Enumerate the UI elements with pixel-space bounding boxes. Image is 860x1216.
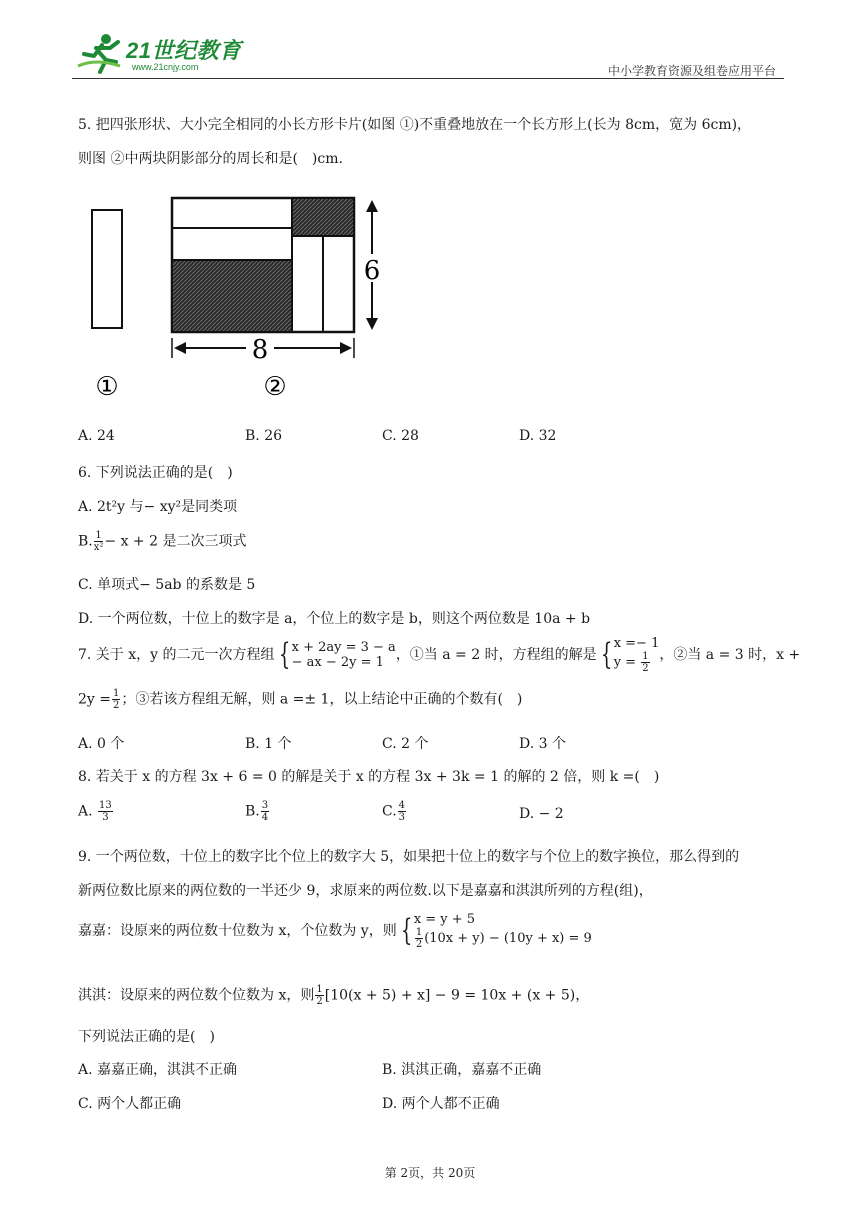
q7-option-b: B. 1 个 <box>245 736 292 752</box>
q9-option-c: C. 两个人都正确 <box>78 1096 182 1112</box>
q7-line1: 7. 关于 x，y 的二元一次方程组 { x + 2ay = 3 − a − ax − 2y = 1 ，①当 a = 2 时，方程组的解是 { x =− 1 y = $\frac{1}{2}$ ，②当 a = 3 时，x + <box>78 636 801 674</box>
site-logo <box>76 32 246 76</box>
q9-jiajia-equation: 嘉嘉：设原来的两位数十位数为 x，个位数为 y，则 { x = y + 5 $\frac{1}{2}$ (10x + y) − (10y + x) = 9 <box>78 912 592 950</box>
q9-qiqi-equation: 淇淇：设原来的两位数个位数为 x，则 $\frac{1}{2}$ [10(x + 5) + x] − 9 = 10x + (x + 5)， <box>78 984 590 1007</box>
q6-option-a: A. 2t²y 与− xy²是同类项 <box>78 499 238 515</box>
q8-option-b: B. $\frac{3}{4}$ <box>245 800 269 823</box>
fig1-rectangle <box>92 210 122 328</box>
page-number: 第 2页，共 20页 <box>384 1166 476 1180</box>
q5-option-b: B. 26 <box>245 428 283 444</box>
platform-name: 中小学教育资源及组卷应用平台 <box>607 64 776 78</box>
q7-line2: 2y = $\frac{1}{2}$ ；③若该方程组无解，则 a =± 1，以上结论中正确的个数有( ) <box>78 688 523 711</box>
q8-option-c: C. $\frac{4}{3}$ <box>382 800 406 823</box>
q6-stem: 6. 下列说法正确的是( ) <box>78 465 233 481</box>
q9-line2: 新两位数比原来的两位数的一半还少 9，求原来的两位数.以下是嘉嘉和淇淇所列的方程(组)， <box>78 883 653 899</box>
page-header <box>72 28 784 79</box>
q5-line2: 则图 ②中两块阴影部分的周长和是( )cm. <box>78 151 343 167</box>
q6-option-d: D. 一个两位数，十位上的数字是 a，个位上的数字是 b，则这个两位数是 10a + b <box>78 611 591 627</box>
shaded-region-top-right <box>292 198 354 236</box>
q7-option-a: A. 0 个 <box>78 736 125 752</box>
runner-icon <box>76 32 124 76</box>
height-label: 6 <box>363 256 381 286</box>
shaded-region-bottom-left <box>172 260 292 332</box>
q7-option-d: D. 3 个 <box>519 736 566 752</box>
q5-line1: 5. 把四张形状、大小完全相同的小长方形卡片(如图 ①)不重叠地放在一个长方形上(长为 8cm，宽为 6cm)， <box>78 117 752 133</box>
q5-option-d: D. 32 <box>519 428 557 444</box>
logo-url: www.21cnjy.com <box>132 62 199 72</box>
q9-option-b: B. 淇淇正确，嘉嘉不正确 <box>382 1062 542 1078</box>
q6-option-b: B. $\frac{1}{\text{x²}}$ − x + 2 是二次三项式 <box>78 530 247 553</box>
width-label: 8 <box>251 335 269 365</box>
fig2-label: ② <box>263 372 287 402</box>
q5-option-a: A. 24 <box>78 428 115 444</box>
fig1-label: ① <box>95 372 119 402</box>
q8-option-a: A. $\frac{13}{3}$ <box>78 800 112 823</box>
q5-figure <box>80 190 410 410</box>
q9-option-d: D. 两个人都不正确 <box>382 1096 500 1112</box>
logo-text: 21世纪教育 <box>126 38 242 63</box>
q9-option-a: A. 嘉嘉正确，淇淇不正确 <box>78 1062 238 1078</box>
q9-stem: 下列说法正确的是( ) <box>78 1029 215 1045</box>
q5-option-c: C. 28 <box>382 428 419 444</box>
q6-option-c: C. 单项式− 5ab 的系数是 5 <box>78 577 256 593</box>
q7-option-c: C. 2 个 <box>382 736 429 752</box>
q9-line1: 9. 一个两位数，十位上的数字比个位上的数字大 5，如果把十位上的数字与个位上的数字换位，那么得到的 <box>78 849 740 865</box>
q8-stem: 8. 若关于 x 的方程 3x + 6 = 0 的解是关于 x 的方程 3x + 3k = 1 的解的 2 倍，则 k =( ) <box>78 769 660 785</box>
q8-option-d: D. − 2 <box>519 806 564 822</box>
